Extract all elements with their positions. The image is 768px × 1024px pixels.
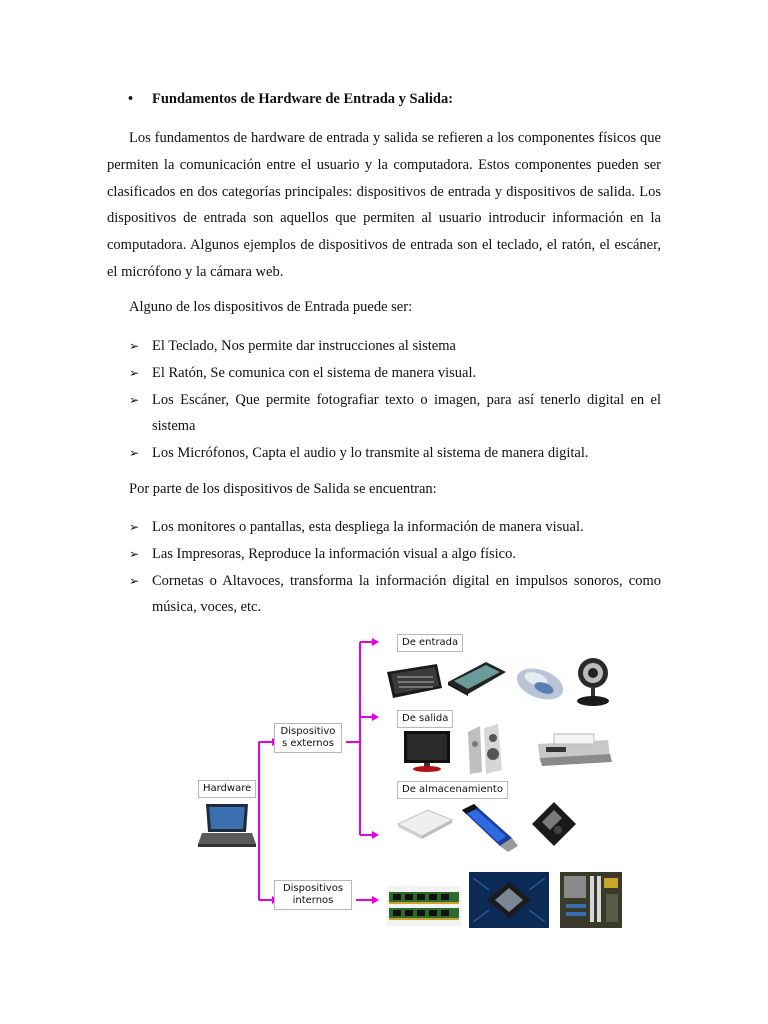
- hardware-diagram: [180, 630, 650, 940]
- input-devices-list: [129, 333, 661, 467]
- keyboard-icon: [385, 660, 443, 702]
- arrow-bullet-icon: ➢: [129, 365, 140, 380]
- list-item: ➢ Cornetas o Altavoces, transforma la información digital en impulsos sonoros, como música, voces, etc.: [129, 568, 661, 622]
- monitor-icon: [402, 729, 452, 773]
- arrow-bullet-icon: ➢: [129, 446, 140, 461]
- heading-text: Fundamentos de Hardware de Entrada y Salida:: [152, 91, 454, 107]
- ram-module-icon: [387, 886, 461, 926]
- arrow-bullet-icon: ➢: [129, 573, 140, 588]
- list-item: ➢ El Ratón, Se comunica con el sistema de manera visual.: [129, 360, 661, 387]
- output-devices-list: [129, 514, 661, 621]
- list-item: ➢ Los Micrófonos, Capta el audio y lo transmite al sistema de manera digital.: [129, 440, 661, 467]
- arrow-bullet-icon: ➢: [129, 546, 140, 561]
- arrow-bullet-icon: ➢: [129, 339, 140, 353]
- cpu-chip-icon: [469, 872, 549, 928]
- external-devices-label: Dispositivo s externos: [274, 723, 342, 753]
- storage-category-label: De almacenamiento: [397, 781, 508, 799]
- webcam-icon: [570, 655, 616, 707]
- hardware-label: Hardware: [198, 780, 256, 798]
- output-category-label: De salida: [397, 710, 453, 728]
- bullet-icon: •: [128, 91, 134, 107]
- list-item: ➢ Los monitores o pantallas, esta despliega la información de manera visual.: [129, 514, 661, 541]
- input-devices-lead: Alguno de los dispositivos de Entrada puede ser:: [129, 299, 413, 315]
- input-category-label: De entrada: [397, 634, 463, 652]
- internal-devices-label: Dispositivos internos: [274, 880, 352, 910]
- arrow-bullet-icon: ➢: [129, 520, 140, 534]
- output-devices-lead: Por parte de los dispositivos de Salida se encuentran:: [129, 481, 437, 497]
- printer-icon: [534, 732, 614, 768]
- scanner-icon: [446, 660, 508, 696]
- laptop-icon: [198, 802, 256, 848]
- floppy-disk-icon: [528, 800, 580, 850]
- external-drive-icon: [396, 808, 454, 840]
- list-item: ➢ Las Impresoras, Reproduce la información visual a algo físico.: [129, 541, 661, 568]
- motherboard-icon: [560, 872, 622, 928]
- arrow-bullet-icon: ➢: [129, 392, 140, 407]
- usb-drive-icon: [460, 800, 518, 854]
- intro-paragraph: Los fundamentos de hardware de entrada y salida se refieren a los componentes físicos que permiten la comunicación entre el usuario y la computadora. Estos componentes pueden ser clasificados en dos categorías principales: dispositivos de entrada y dispositivos de salida. Los dispositivos de entrada son aquellos que permiten al usuario introducir información en la computadora. Algunos ejemplos de dispositivos de entrada son el teclado, el ratón, el escáner, el micrófono y la cámara web.: [107, 130, 661, 280]
- speakers-icon: [464, 724, 506, 776]
- mouse-icon: [514, 662, 566, 704]
- list-item: ➢ El Teclado, Nos permite dar instrucciones al sistema: [129, 333, 661, 360]
- list-item: ➢ Los Escáner, Que permite fotografiar texto o imagen, para así tenerlo digital en el sistema: [129, 387, 661, 441]
